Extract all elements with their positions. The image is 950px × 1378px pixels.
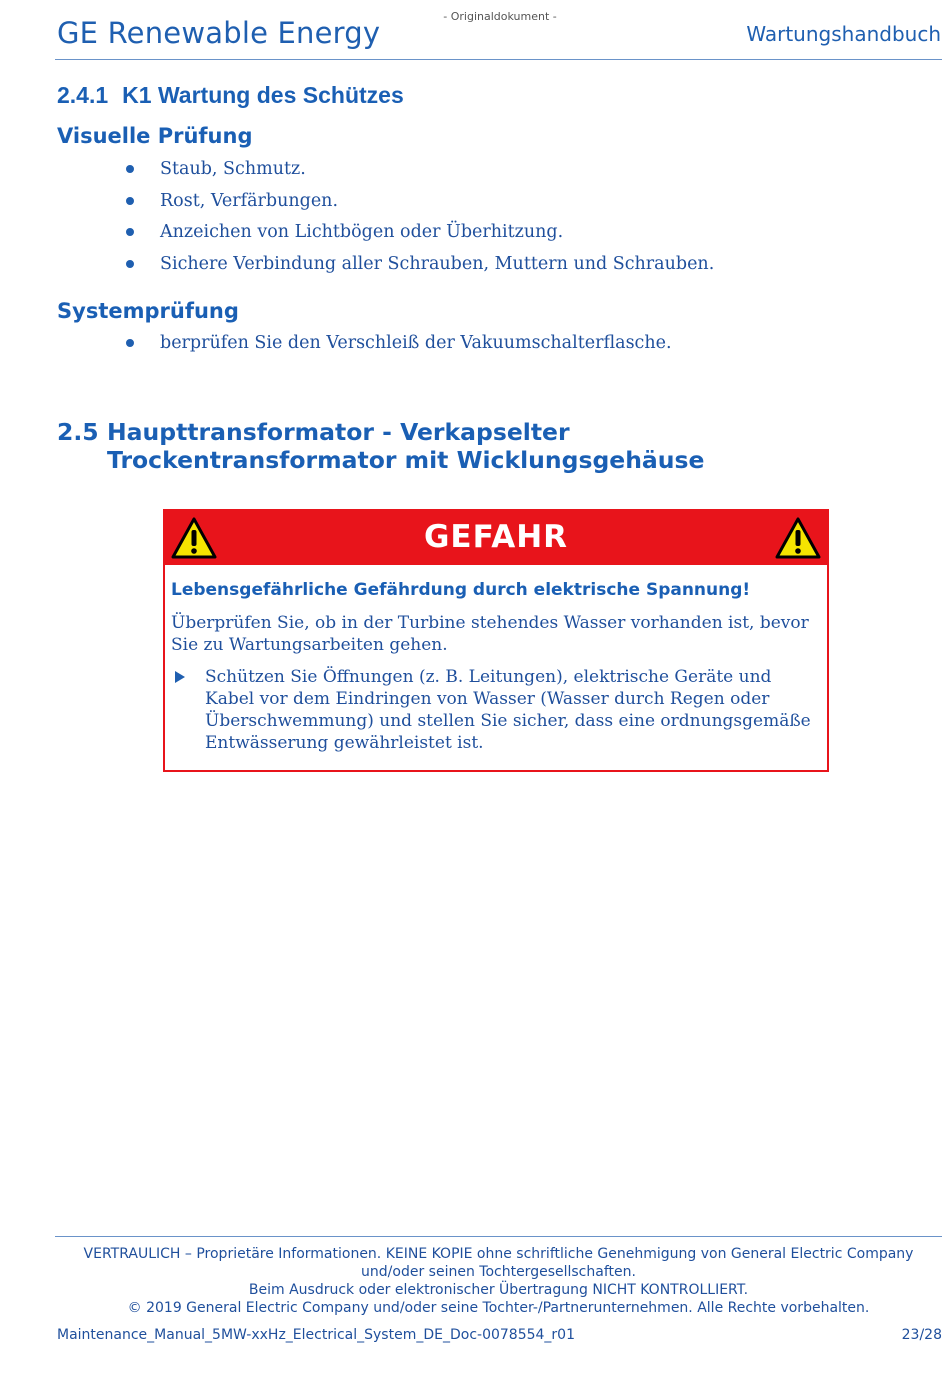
- list-item: berprüfen Sie den Verschleiß der Vakuumschalterflasche.: [126, 331, 672, 363]
- arrow-right-icon: [175, 671, 185, 683]
- danger-lead: Lebensgefährliche Gefährdung durch elektrische Spannung!: [171, 580, 751, 600]
- danger-notice: [163, 509, 829, 772]
- list-item: Rost, Verfärbungen.: [126, 189, 714, 221]
- confidentiality-notice: VERTRAULICH – Proprietäre Informationen. KEINE KOPIE ohne schriftliche Genehmigung von General Electric Company und/oder seinen Tochtergesellschaften. Beim Ausdruck oder elektronischer Übertragung NICHT KONTROLLIERT. © 2019 General Electric Company und/oder seine Tochter-/Partnerunternehmen. Alle Rechte vorbehalten.: [83, 1246, 914, 1316]
- visual-check-list: [126, 157, 714, 283]
- section-title: Haupttransformator - Verkapselter Trockentransformator mit Wicklungsgehäuse: [107, 418, 705, 474]
- page-number: 23/28: [901, 1327, 942, 1343]
- system-check-list: [126, 331, 672, 363]
- danger-text: Überprüfen Sie, ob in der Turbine stehendes Wasser vorhanden ist, bevor Sie zu Wartungsarbeiten gehen.: [171, 613, 809, 655]
- visual-check-heading: Visuelle Prüfung: [57, 124, 253, 148]
- danger-action: [171, 666, 811, 754]
- brand-name: GE Renewable Energy: [57, 16, 381, 50]
- bullet-icon: [126, 197, 134, 205]
- section-number: 2.5: [57, 418, 99, 446]
- list-item: Sichere Verbindung aller Schrauben, Muttern und Schrauben.: [126, 252, 714, 284]
- subsection-number: 2.4.1: [57, 82, 109, 108]
- bullet-icon: [126, 165, 134, 173]
- footer-divider: [55, 1236, 942, 1237]
- list-item: Anzeichen von Lichtbögen oder Überhitzung.: [126, 220, 714, 252]
- bullet-icon: [126, 339, 134, 347]
- bullet-icon: [126, 228, 134, 236]
- system-check-heading: Systemprüfung: [57, 299, 239, 323]
- subsection-title: K1 Wartung des Schützes: [122, 82, 404, 108]
- danger-title: GEFAHR: [423, 519, 569, 555]
- header-divider: [55, 59, 942, 60]
- manual-title: Wartungshandbuch: [746, 22, 941, 46]
- subsection-heading: [57, 82, 404, 109]
- danger-banner: [165, 511, 827, 565]
- danger-action-text: Schützen Sie Öffnungen (z. B. Leitungen), elektrische Geräte und Kabel vor dem Eindringen von Wasser (Wasser durch Regen oder Überschwemmung) und stellen Sie sicher, dass eine ordnungsgemäße Entwässerung gewährleistet ist.: [205, 667, 811, 753]
- warning-triangle-icon: [775, 517, 821, 559]
- list-item: Staub, Schmutz.: [126, 157, 714, 189]
- bullet-icon: [126, 260, 134, 268]
- document-id: Maintenance_Manual_5MW-xxHz_Electrical_System_DE_Doc-0078554_r01: [57, 1327, 575, 1343]
- document-note: - Originaldokument -: [443, 10, 557, 23]
- section-heading: [57, 418, 857, 474]
